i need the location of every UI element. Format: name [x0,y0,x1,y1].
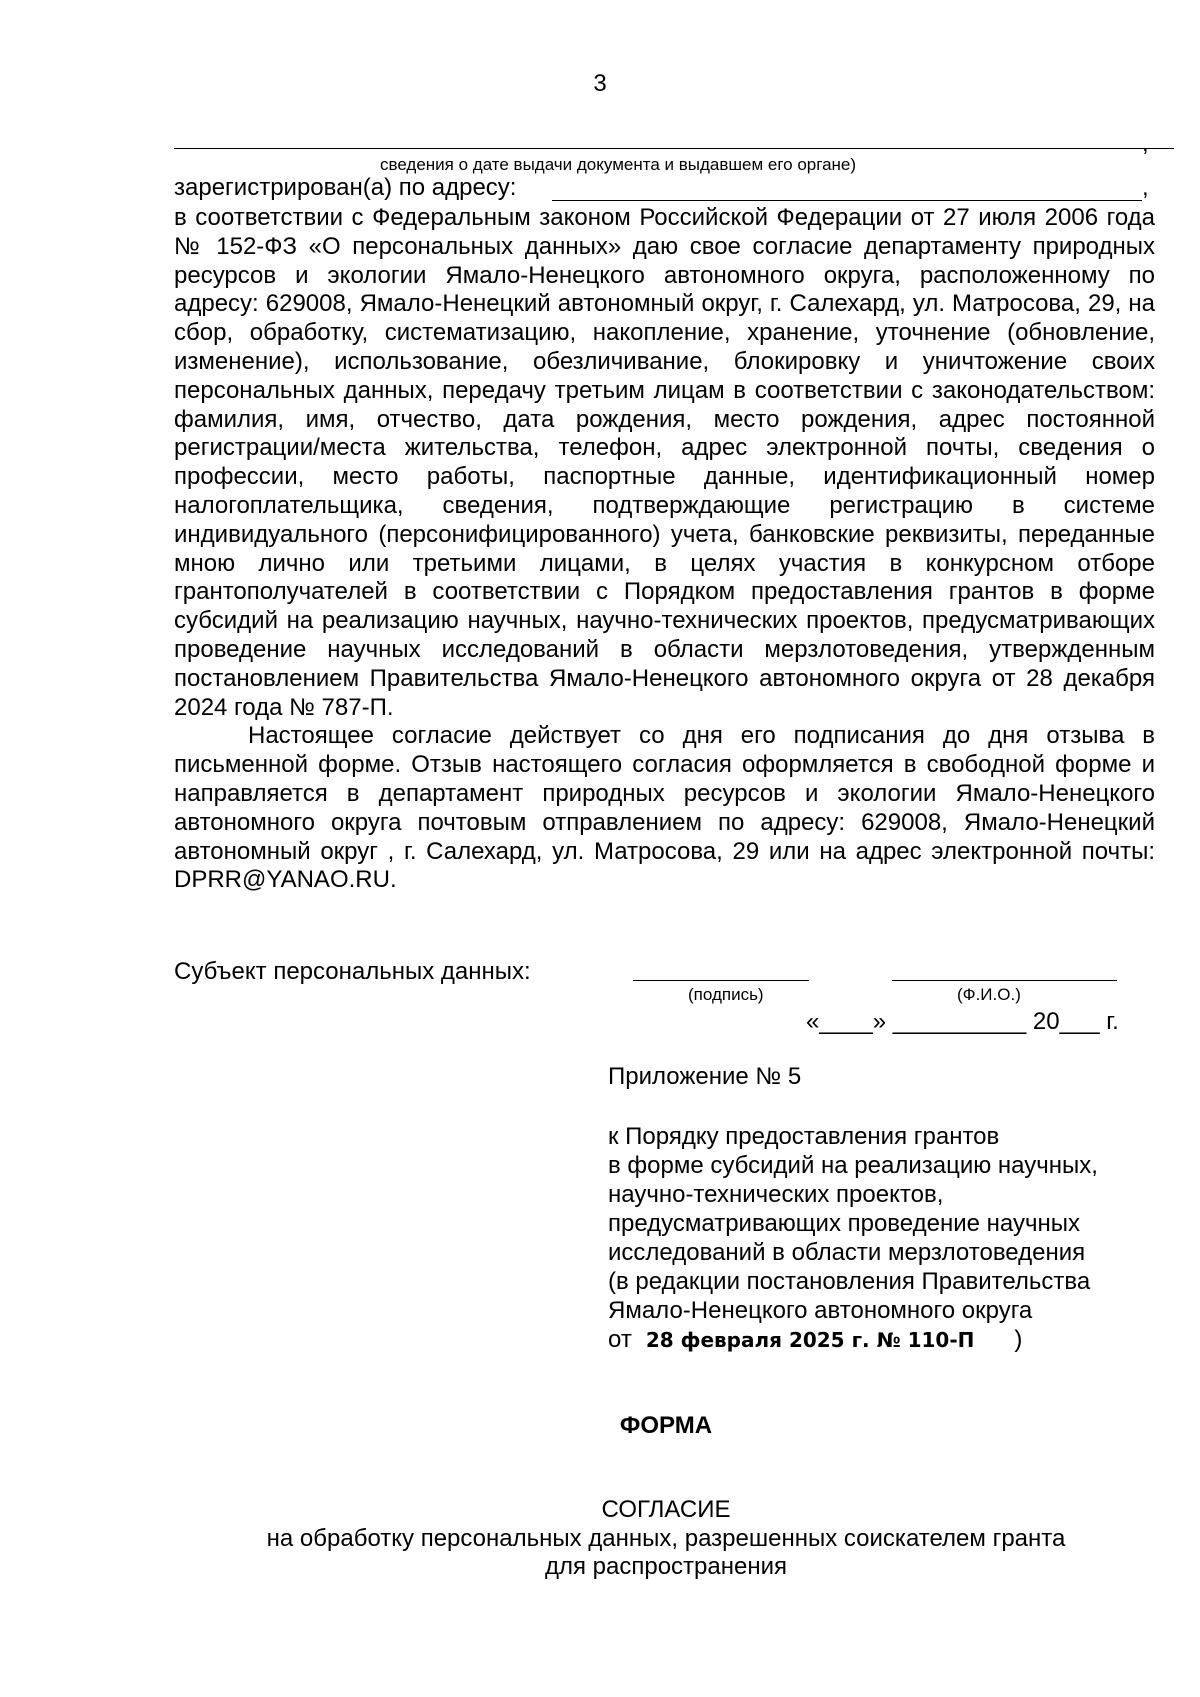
subject-label: Субъект персональных данных: [174,958,531,985]
appendix-line: (в редакции постановления Правительства [608,1268,1091,1295]
consent-paragraph: в соответствии с Федеральным законом Российской Федерации от 27 июля 2006 года № 152-ФЗ «О персональных данных» даю свое согласие департаменту природных ресурсов и экологии Ямало-Ненецкого автономного округа, расположенному по адресу: 629008, Ямало-Ненецкий автономный округ, г. Салехард, ул. Матросова, 29, на сбор, обработку, систематизацию, накопление, хранение, уточнение (обновление, изменение), использование, обезличивание, блокировку и уничтожение своих персональных данных, передачу третьим лицам в соответствии с законодательством: фамилия, имя, отчество, дата рождения, место рождения, адрес постоянной регистрации/места жительства, телефон, адрес электронной почты, сведения о профессии, место работы, паспортные данные, идентификационный номер налогоплательщика, сведения, подтверждающие регистрацию в системе индивидуального (персонифицированного) учета, банковские реквизиты, переданные мною лично или третьими лицами, в целях участия в конкурсном отборе грантополучателей в соответствии с Порядком предоставления грантов в форме субсидий на реализацию научных, научно-технических проектов, предусматривающих проведение научных исследований в области мерзлотоведения, утвержденным постановлением Правительства Ямало-Ненецкого автономного округа от 28 декабря 2024 года № 787-П. [174,204,1155,721]
signature-caption: (подпись) [688,985,764,1004]
appendix-title: Приложение № 5 [608,1063,802,1090]
appendix-line: предусматривающих проведение научных [608,1210,1080,1237]
registered-address-comma: , [1142,174,1149,201]
consent-subtitle-line-2: для распространения [544,1553,787,1580]
decree-reference: 28 февраля 2025 г. № 110-П [645,1328,975,1352]
consent-body [174,204,1155,895]
issuance-info-caption: сведения о дате выдачи документа и выдавшем его органе) [380,155,857,174]
closing-paren: ) [1014,1326,1023,1353]
registered-address-label: зарегистрирован(а) по адресу: [174,174,517,201]
issuance-line-comma: , [1142,130,1149,157]
page-number: 3 [593,70,607,97]
ot-label: от [608,1326,632,1353]
appendix-reference [608,1122,1098,1354]
appendix-line: в форме субсидий на реализацию научных, [608,1152,1098,1179]
consent-title: СОГЛАСИЕ [601,1496,731,1523]
signature-line [633,980,809,981]
full-name-caption: (Ф.И.О.) [957,985,1021,1004]
revocation-paragraph: Настоящее согласие действует со дня его подписания до дня отзыва в письменной форме. Отзыв настоящего согласия оформляется в свободной форме и направляется в департамент природных ресурсов и экологии Ямало-Ненецкого автономного округа почтовым отправлением по адресу: 629008, Ямало-Ненецкий автономный округ , г. Салехард, ул. Матросова, 29 или на адрес электронной почты: DPRR@YANAO.RU. [174,722,1155,894]
decree-reference-row [608,1325,1098,1354]
registered-address-line [552,200,1142,201]
appendix-line: к Порядку предоставления грантов [608,1123,1000,1150]
appendix-line: Ямало-Ненецкого автономного округа [608,1297,1033,1324]
appendix-line: исследований в области мерзлотоведения [608,1239,1086,1266]
consent-subtitle-line-1: на обработку персональных данных, разрешенных соискателем гранта [266,1525,1066,1552]
full-name-line [892,980,1117,981]
form-label: ФОРМА [619,1412,713,1439]
date-line: «____» __________ 20___ г. [806,1008,1119,1035]
appendix-line: научно-технических проектов, [608,1181,944,1208]
issuance-info-line [174,148,1174,149]
